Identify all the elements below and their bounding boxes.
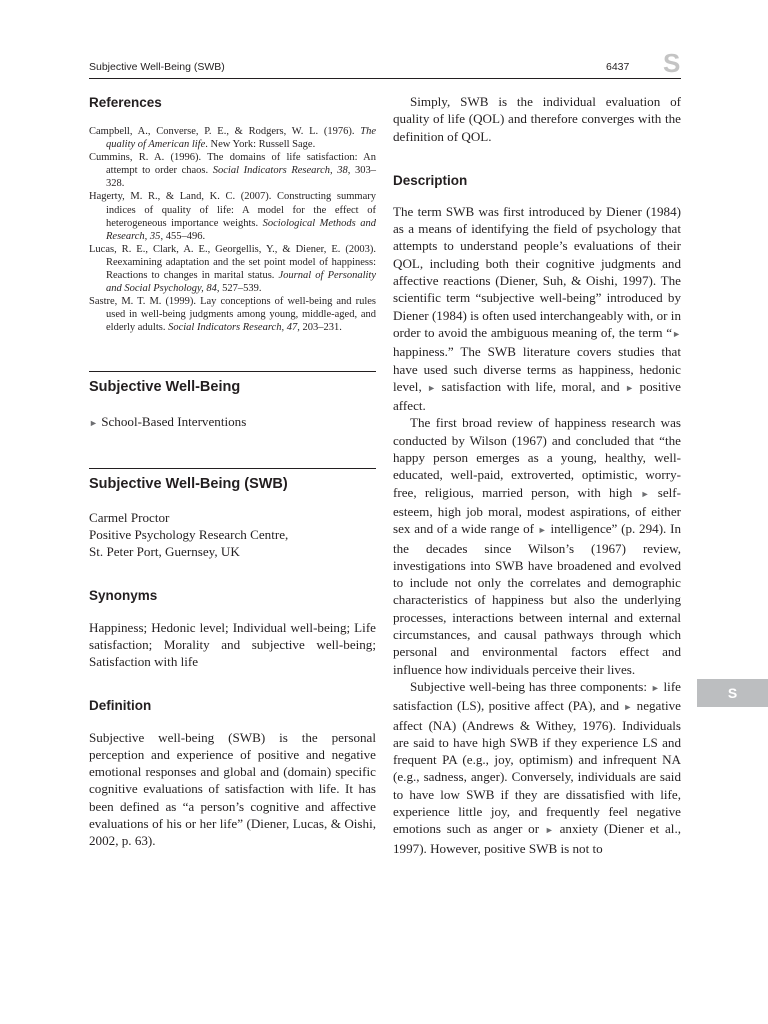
author-affiliation: Positive Psychology Research Centre, xyxy=(89,527,289,543)
definition-heading: Definition xyxy=(89,697,152,713)
arrow-icon: ► xyxy=(625,382,635,393)
arrow-icon: ► xyxy=(672,328,681,339)
description-paragraph-3: Subjective well-being has three components: ► life satisfaction (LS), positive affect (PA), and ► negative affect (NA) (Andrews & Withey, 1976). Individuals are said to have high SWB if they experience LS and frequent PA (e.g., joy, optimism) and infrequent NA (e.g., sadness, anger). Conversely, individuals are said to have low SWB if they are dissatisfied with life, experience little joy, and frequently feel negative emotions such as anger or ► anxiety (Diener et al., 1997). However, positive SWB is not to xyxy=(393,678,681,856)
synonyms-text: Happiness; Hedonic level; Individual well-being; Life satisfaction; Morality and subjective well-being; Satisfaction with life xyxy=(89,619,376,670)
references-heading: References xyxy=(89,95,162,110)
running-head-title: Subjective Well-Being (SWB) xyxy=(89,61,225,73)
arrow-icon: ► xyxy=(640,488,650,499)
reference-item: Sastre, M. T. M. (1999). Lay conceptions of well-being and rules used in well-being judgments among young, middle-aged, and elderly adults. Social Indicators Research, 47, 203–231. xyxy=(89,296,376,334)
left-column xyxy=(89,88,376,850)
section-letter: S xyxy=(663,48,681,78)
entry-divider xyxy=(89,371,376,372)
author-block xyxy=(89,509,376,561)
arrow-icon: ► xyxy=(623,702,633,713)
description-heading: Description xyxy=(393,172,468,188)
references-list xyxy=(89,125,376,335)
right-column xyxy=(393,88,681,857)
reference-item: Hagerty, M. R., & Land, K. C. (2007). Constructing summary indices of quality of life: A model for the effect of heterogeneous importance weights. Sociological Methods and Research, 35, 455–496. xyxy=(89,191,376,242)
author-location: St. Peter Port, Guernsey, UK xyxy=(89,544,240,560)
synonyms-heading: Synonyms xyxy=(89,587,158,603)
definition-text: Subjective well-being (SWB) is the personal perception and experience of positive and negative emotional responses and global and (domain) specific cognitive evaluations of satisfaction with life. It has been defined as “a person’s cognitive and affective evaluations of his or her life” (Diener, Lucas, & Oishi, 2002, p. 63). xyxy=(89,729,376,849)
description-paragraph-2: The first broad review of happiness research was conducted by Wilson (1967) and concluded that “the happy person emerges as a young, healthy, well-educated, well-paid, extroverted, optimistic, worry-free, religious, married person, with high ► self-esteem, high job moral, modest aspirations, of either sex and of a wide range of ► intelligence” (p. 294). In the decades since Wilson’s (1967) review, investigations into SWB have broadened and evolved to include not only the correlates and demographic characteristics of happiness but also the underlying processes, interactions between internal and external circumstances, and causal pathways through which personal and environmental factors effect and influence how individuals perceive their lives. xyxy=(393,415,681,677)
cross-reference[interactable] xyxy=(89,413,376,432)
description-body xyxy=(393,203,681,857)
intro-paragraph: Simply, SWB is the individual evaluation of quality of life (QOL) and therefore converges with the definition of QOL. xyxy=(393,94,681,144)
section-thumb-tab: S xyxy=(697,679,768,707)
description-paragraph-1: The term SWB was first introduced by Diener (1984) as a means of identifying the field of psychology that attempts to understand people’s evaluations of their QOL, including both their cognitive judgments and affective reactions (Diener, Suh, & Oishi, 1997). The scientific term “subjective well-being” introduced by Diener (1984) is often used interchangeably with, or in order to avoid the ambiguous meaning of, the term “► happiness.” The SWB literature covers studies that have used such diverse terms as happiness, hedonic level, ► satisfaction with life, moral, and ► positive affect. xyxy=(393,203,681,414)
reference-item: Cummins, R. A. (1996). The domains of life satisfaction: An attempt to order chaos. Social Indicators Research, 38, 303–328. xyxy=(89,152,377,190)
arrow-icon: ► xyxy=(650,682,660,693)
entry-title-swb: Subjective Well-Being xyxy=(89,378,241,395)
arrow-icon: ► xyxy=(544,825,554,836)
arrow-icon: ► xyxy=(89,417,98,428)
entry-divider xyxy=(89,468,376,469)
page-number: 6437 xyxy=(606,61,630,73)
cross-reference-link[interactable]: School-Based Interventions xyxy=(101,413,247,429)
header-rule xyxy=(89,78,681,79)
reference-item: Lucas, R. E., Clark, A. E., Georgellis, Y., & Diener, E. (2003). Reexamining adaptation and the set point model of happiness: Reactions to changes in marital status. Journal of Personality and Social Psychology, 84, 527–539. xyxy=(89,243,376,295)
entry-title-swb-full: Subjective Well-Being (SWB) xyxy=(89,475,288,492)
author-name: Carmel Proctor xyxy=(89,509,170,525)
arrow-icon: ► xyxy=(537,525,547,536)
arrow-icon: ► xyxy=(427,382,437,393)
reference-item: Campbell, A., Converse, P. E., & Rodgers, W. L. (1976). The quality of American life. New York: Russell Sage. xyxy=(89,126,376,151)
